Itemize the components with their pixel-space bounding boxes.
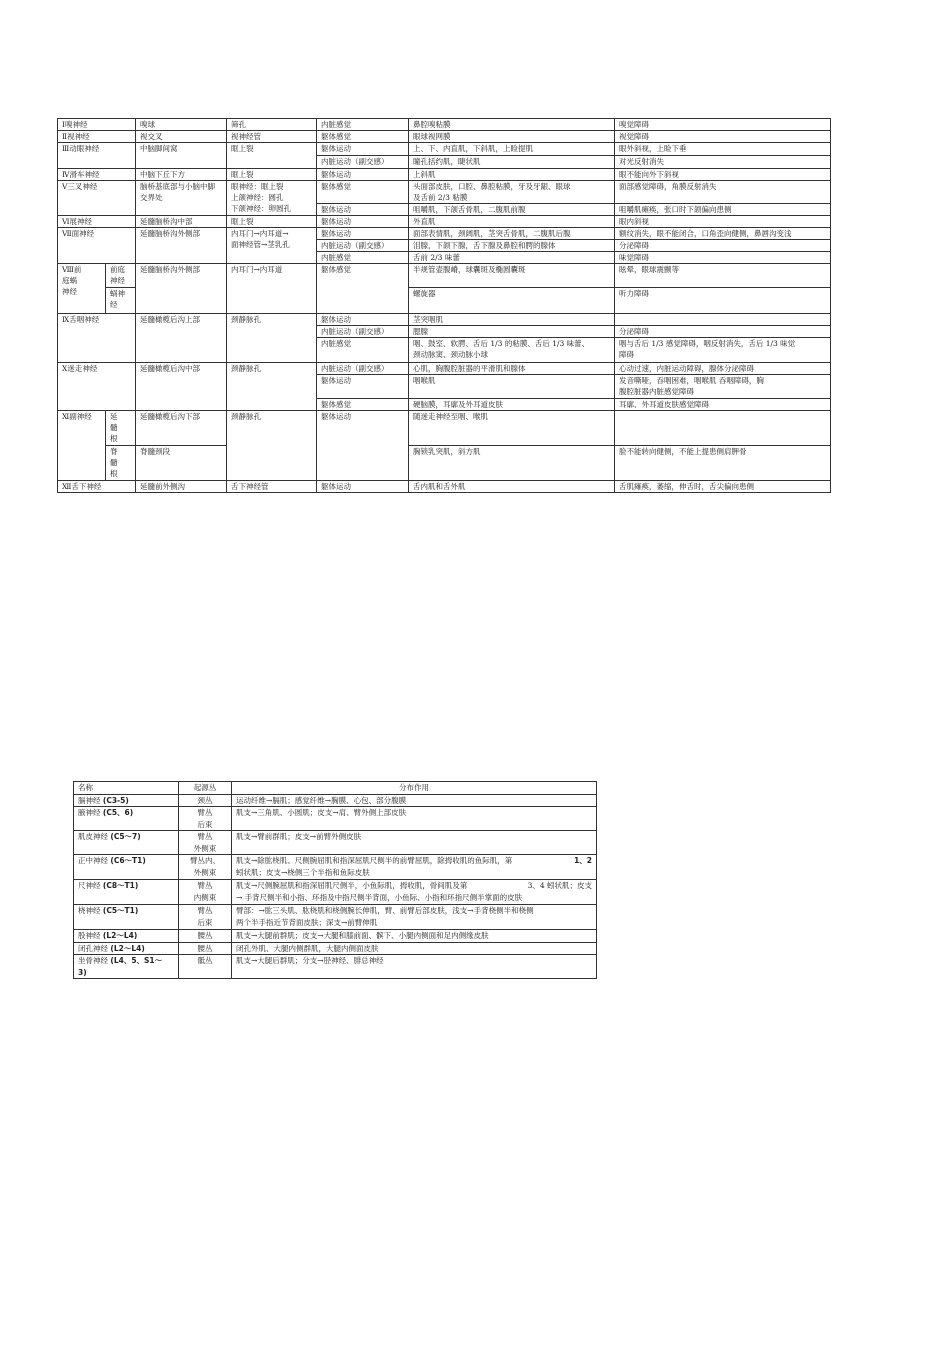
- branch-line: 前庭: [110, 265, 125, 274]
- nerve-origin: 延髓橄榄后沟下部: [136, 411, 227, 446]
- exit-line: 下颌神经：卵圆孔: [231, 204, 291, 213]
- distribution-line: 及舌前 2/3 粘膜: [413, 193, 468, 202]
- nerve-name: Ⅶ面神经: [58, 228, 136, 264]
- plexus-line: 外侧束: [193, 843, 217, 853]
- lesion: [615, 314, 831, 326]
- nerve-exit: 颈静脉孔: [227, 411, 317, 481]
- table-row: [58, 363, 831, 375]
- distribution: 瞳孔括约肌，睫状肌: [409, 156, 615, 169]
- table-row: [58, 216, 831, 228]
- fiber-type: 内脏运动（副交感）: [317, 326, 409, 338]
- segment-text: 3): [78, 967, 87, 977]
- nerve-origin: 嗅球: [136, 119, 227, 131]
- distribution: 运动纤维→膈肌；感觉纤维→胸膜、心包、部分腹膜: [232, 794, 597, 807]
- nerve-name-line: 神经: [62, 287, 77, 296]
- table-row: [74, 880, 597, 905]
- distribution-line: 臂部：→肱三头肌、肱桡肌和桡侧腕长伸肌，臂、前臂后部皮肤，浅支→手背桡侧半和桡侧: [236, 906, 534, 915]
- lesion: 分泌障碍: [615, 326, 831, 338]
- plexus: [179, 831, 232, 855]
- segment-text: (C8～T1): [102, 881, 139, 890]
- table-row: [74, 955, 597, 979]
- branch-line: 根: [110, 434, 118, 443]
- fiber-type: 躯体感觉: [317, 264, 409, 314]
- branch-line: 蜗神: [110, 289, 125, 298]
- fiber-type: 躯体运动: [317, 375, 409, 399]
- lesion-line: 腹腔脏器内脏感觉障碍: [619, 387, 694, 396]
- plexus-line: 内侧束: [193, 892, 217, 902]
- name-text: 桡神经: [78, 906, 101, 915]
- nerve-name: Ⅸ舌咽神经: [58, 314, 136, 363]
- nerve-name: Ⅻ舌下神经: [58, 481, 136, 493]
- name-text: 坐骨神经: [78, 956, 108, 965]
- branch-line: 髓: [110, 423, 118, 432]
- name-text: 腋神经: [78, 808, 101, 817]
- name-text: 尺神经: [78, 881, 101, 890]
- nerve-name-line: Ⅷ前: [62, 265, 82, 274]
- distribution: [232, 905, 597, 930]
- nerve-name: [74, 794, 179, 807]
- nerve-exit: 眶上裂: [227, 169, 317, 181]
- lesion: 眼不能向外下斜视: [615, 169, 831, 181]
- nerve-origin: 延髓脑桥沟中部: [136, 216, 227, 228]
- nerve-branch: [106, 264, 136, 288]
- distribution-line: 两个半手指近节背面皮肤；深支→前臂伸肌: [236, 917, 378, 927]
- nerve-name: [74, 855, 179, 880]
- fiber-type: 内脏运动（副交感）: [317, 156, 409, 169]
- table-row: [74, 942, 597, 955]
- fiber-type: 内脏运动（副交感）: [317, 240, 409, 252]
- nerve-origin: 延髓脑桥沟外侧部: [136, 264, 227, 314]
- lesion: 眼外斜视，上睑下垂: [615, 143, 831, 156]
- fiber-type: 躯体感觉: [317, 181, 409, 204]
- table-row: [58, 314, 831, 326]
- nerve-name: [74, 930, 179, 943]
- distribution: 舌前 2/3 味蕾: [409, 252, 615, 264]
- fiber-type: 躯体运动: [317, 228, 409, 240]
- column-header: 分布作用: [232, 782, 597, 795]
- distribution-line: 咽、鼓室、软腭、舌后 1/3 的粘膜、舌后 1/3 味蕾、: [413, 339, 590, 348]
- distribution-text: 肌支→除肱桡肌、尺侧腕屈肌和指深屈肌尺侧半的前臂屈肌，除拇收肌的鱼际肌，第: [236, 856, 513, 865]
- nerve-name: Ⅵ展神经: [58, 216, 136, 228]
- nerve-exit: 眶上裂: [227, 216, 317, 228]
- nerve-branch: [106, 288, 136, 314]
- fiber-type: 躯体运动: [317, 216, 409, 228]
- plexus: 腰丛: [179, 930, 232, 943]
- plexus-line: 臂丛: [197, 808, 213, 817]
- nerve-name: [74, 807, 179, 831]
- table-row: [74, 831, 597, 855]
- fiber-type: 躯体运动: [317, 143, 409, 156]
- distribution: 上、下、内直肌，下斜肌，上睑提肌: [409, 143, 615, 156]
- distribution: [232, 855, 597, 880]
- plexus: [179, 880, 232, 905]
- distribution: 肌支→三角肌、小圆肌；皮支→肩、臂外侧上部皮肤: [232, 807, 597, 831]
- distribution: 外直肌: [409, 216, 615, 228]
- lesion: 舌肌瘫痪，萎缩，伸舌时，舌尖偏向患侧: [615, 481, 831, 493]
- lesion: 耳廓、外耳道皮肤感觉障碍: [615, 399, 831, 411]
- nerve-name: Ⅺ副神经: [58, 411, 106, 481]
- nerve-origin: 延髓橄榄后沟中部: [136, 363, 227, 411]
- nerve-name: Ⅳ滑车神经: [58, 169, 136, 181]
- distribution-text: 肌支→尺侧腕屈肌和指深屈肌尺侧半，小鱼际肌，拇收肌，骨间肌及第: [236, 881, 468, 890]
- lesion: 眩晕，眼球震颤等: [615, 264, 831, 288]
- distribution: 上斜肌: [409, 169, 615, 181]
- cranial-nerve-table: [57, 118, 831, 493]
- nerve-exit: 颈静脉孔: [227, 363, 317, 411]
- plexus-line: 臂丛内、: [190, 856, 220, 865]
- branch-line: 脊: [110, 447, 118, 456]
- table-row: [74, 855, 597, 880]
- table-row: [58, 131, 831, 143]
- lesion: 脸不能转向健侧，不能上提患侧肩胛骨: [615, 446, 831, 481]
- name-text: 正中神经: [78, 856, 108, 865]
- nerve-name: [74, 831, 179, 855]
- fiber-type: 躯体感觉: [317, 131, 409, 143]
- branch-line: 根: [110, 469, 118, 478]
- column-header: 起源丛: [179, 782, 232, 795]
- name-text: 股神经: [78, 931, 101, 940]
- lesion: [615, 411, 831, 446]
- fiber-type: 内脏感觉: [317, 252, 409, 264]
- distribution: 咽喉肌: [409, 375, 615, 399]
- distribution: 舌内肌和舌外肌: [409, 481, 615, 493]
- nerve-exit: [227, 228, 317, 264]
- segment-text: (L2～L4): [102, 931, 138, 940]
- plexus: 骶丛: [179, 955, 232, 979]
- distribution: 心肌，胸腹腔脏器的平滑肌和腺体: [409, 363, 615, 375]
- exit-line: 上颌神经：圆孔: [231, 193, 284, 202]
- distribution-line: [236, 855, 592, 867]
- plexus: [179, 855, 232, 880]
- lesion: [615, 375, 831, 399]
- nerve-exit: 颈静脉孔: [227, 314, 317, 363]
- fiber-type: 内脏运动（副交感）: [317, 363, 409, 375]
- nerve-name: [74, 942, 179, 955]
- table-row: [74, 905, 597, 930]
- distribution: 半规管壶腹嵴，球囊斑及椭圆囊斑: [409, 264, 615, 288]
- nerve-name: Ⅲ动眼神经: [58, 143, 136, 169]
- table-row: [58, 264, 831, 288]
- segment-text: (L2～L4): [110, 943, 145, 953]
- plexus-line: 后束: [197, 819, 213, 829]
- table-row: [58, 143, 831, 156]
- nerve-name-line: 庭蜗: [62, 276, 77, 285]
- table-row: [58, 169, 831, 181]
- distribution: 腮腺: [409, 326, 615, 338]
- distribution-number: 1、2: [574, 856, 592, 865]
- nerve-exit: 眶上裂: [227, 143, 317, 169]
- nerve-branch: [106, 446, 136, 481]
- segment-text: (C3-5): [102, 795, 129, 805]
- segment-text: (C5、6): [102, 808, 134, 817]
- distribution: 面部表情肌，颈阔肌，茎突舌骨肌，二腹肌后腹: [409, 228, 615, 240]
- distribution: 肌支→臂前群肌；皮支→前臂外侧皮肤: [232, 831, 597, 855]
- exit-line: 内耳门→内耳道→: [231, 229, 289, 238]
- nerve-name: [74, 905, 179, 930]
- fiber-type: 内脏感觉: [317, 119, 409, 131]
- plexus-line: 臂丛: [197, 832, 213, 841]
- nerve-name: [58, 264, 106, 314]
- name-text: 膈神经: [78, 795, 101, 805]
- nerve-name: [74, 955, 179, 979]
- plexus: 颈丛: [179, 794, 232, 807]
- nerve-branch: [106, 411, 136, 446]
- distribution-line: [236, 880, 592, 892]
- nerve-origin: 延髓橄榄后沟上部: [136, 314, 227, 363]
- exit-line: 面神经管→茎乳孔: [231, 240, 290, 249]
- distribution: 胸锁乳突肌，斜方肌: [409, 446, 615, 481]
- distribution-line: 颈动脉窦、颈动脉小球: [413, 350, 488, 359]
- table-row: [58, 446, 831, 481]
- distribution: [232, 880, 597, 905]
- table-row: [58, 411, 831, 446]
- segment-text: (L4、5、S1～: [110, 956, 163, 965]
- fiber-type: 内脏感觉: [317, 338, 409, 363]
- name-text: 闭孔神经: [78, 943, 108, 953]
- lesion: 视觉障碍: [615, 131, 831, 143]
- distribution-line: 头面部皮肤，口腔、鼻腔粘膜，牙及牙龈、眼球: [413, 182, 571, 191]
- table-row: [74, 807, 597, 831]
- plexus-line: 臂丛: [197, 906, 213, 915]
- segment-text: (C6～T1): [110, 856, 146, 865]
- fiber-type: 躯体运动: [317, 204, 409, 216]
- distribution-line: → 手背尺侧半和小指、环指及中指尺侧半背面，小鱼际、小指和环指尺侧半掌面的皮肤: [236, 892, 523, 902]
- lesion: 额纹消失，眼不能闭合，口角歪向健侧，鼻唇沟变浅: [615, 228, 831, 240]
- branch-line: 髓: [110, 458, 118, 467]
- distribution: 鼻腔嗅粘膜: [409, 119, 615, 131]
- nerve-origin: 延髓前外侧沟: [136, 481, 227, 493]
- nerve-exit: 筛孔: [227, 119, 317, 131]
- distribution-line: 蚓状肌；皮支→桡侧三个半指和鱼际皮肤: [236, 867, 370, 877]
- plexus-line: 臂丛: [197, 881, 213, 890]
- nerve-exit: 舌下神经管: [227, 481, 317, 493]
- lesion: 对光反射消失: [615, 156, 831, 169]
- distribution: 螺旋器: [409, 288, 615, 314]
- nerve-origin: 中脑脚间窝: [136, 143, 227, 169]
- distribution: 随迷走神经至咽、喉肌: [409, 411, 615, 446]
- name-line: [78, 955, 174, 967]
- distribution: 茎突咽肌: [409, 314, 615, 326]
- fiber-type: 躯体运动: [317, 411, 409, 481]
- fiber-type: 躯体运动: [317, 314, 409, 326]
- distribution: [409, 338, 615, 363]
- lesion: 嗅觉障碍: [615, 119, 831, 131]
- nerve-name: Ⅱ视神经: [58, 131, 136, 143]
- nerve-origin: 脑桥基底部与小脑中脚交界处: [136, 181, 227, 216]
- exit-line: 眼神经：眶上裂: [231, 182, 284, 191]
- fiber-type: 躯体运动: [317, 169, 409, 181]
- spinal-nerve-table: [73, 781, 597, 979]
- plexus: [179, 807, 232, 831]
- lesion: 心动过速，内脏运动障碍，腺体分泌障碍: [615, 363, 831, 375]
- table-row: [74, 794, 597, 807]
- lesion: 分泌障碍: [615, 240, 831, 252]
- nerve-name: Ⅴ三叉神经: [58, 181, 136, 216]
- table-row: [58, 481, 831, 493]
- nerve-name: Ⅰ嗅神经: [58, 119, 136, 131]
- lesion-line: 障碍: [619, 350, 634, 359]
- distribution: 咀嚼肌，下颌舌骨肌，二腹肌前腹: [409, 204, 615, 216]
- distribution-number: 3、4 蚓状肌；皮支: [527, 881, 592, 890]
- name-text: 肌皮神经: [78, 832, 108, 841]
- distribution: 肌支→大腿前群肌；皮支→大腿和膝前面、髌下、小腿内侧面和足内侧缘皮肤: [232, 930, 597, 943]
- lesion: 咀嚼肌瘫痪，张口时下颌偏向患侧: [615, 204, 831, 216]
- lesion: 眼内斜视: [615, 216, 831, 228]
- distribution: 闭孔外肌、大腿内侧群肌，大腿内侧面皮肤: [232, 942, 597, 955]
- distribution: 眼球视网膜: [409, 131, 615, 143]
- lesion: [615, 338, 831, 363]
- nerve-origin: 脊髓颈段: [136, 446, 227, 481]
- segment-text: (C5～7): [110, 832, 141, 841]
- branch-line: 延: [110, 412, 118, 421]
- nerve-exit: [227, 181, 317, 216]
- nerve-origin: 中脑下丘下方: [136, 169, 227, 181]
- lesion: 味觉障碍: [615, 252, 831, 264]
- distribution: [409, 181, 615, 204]
- plexus-line: 外侧束: [193, 867, 217, 877]
- segment-text: (C5～T1): [102, 906, 139, 915]
- fiber-type: 躯体运动: [317, 481, 409, 493]
- plexus: [179, 905, 232, 930]
- nerve-name: [74, 880, 179, 905]
- table-header-row: [74, 782, 597, 795]
- table-row: [58, 228, 831, 240]
- distribution: 泪腺，下颌下腺，舌下腺及鼻腔和腭的腺体: [409, 240, 615, 252]
- table-row: [58, 181, 831, 204]
- branch-line: 经: [110, 300, 118, 309]
- nerve-origin: 延髓脑桥沟外侧部: [136, 228, 227, 264]
- lesion-line: 咽与舌后 1/3 感觉障碍，咽反射消失，舌后 1/3 味觉: [619, 339, 796, 348]
- distribution: 肌支→大腿后群肌；分支→胫神经、腓总神经: [232, 955, 597, 979]
- table-row: [74, 930, 597, 943]
- lesion: 听力障碍: [615, 288, 831, 314]
- nerve-exit: 视神经管: [227, 131, 317, 143]
- column-header: 名称: [74, 782, 179, 795]
- nerve-exit: 内耳门→内耳道: [227, 264, 317, 314]
- plexus: 腰丛: [179, 942, 232, 955]
- nerve-name: Ⅹ迷走神经: [58, 363, 136, 411]
- fiber-type: 躯体感觉: [317, 399, 409, 411]
- distribution: 硬脑膜，耳廓及外耳道皮肤: [409, 399, 615, 411]
- branch-line: 神经: [110, 276, 125, 285]
- table-row: [58, 119, 831, 131]
- lesion: 面部感觉障碍，角膜反射消失: [615, 181, 831, 204]
- nerve-origin: 视交叉: [136, 131, 227, 143]
- plexus-line: 后束: [197, 917, 213, 927]
- lesion-line: 发音嘶哑，吞咽困难，咽喉肌 吞咽障碍，胸: [619, 376, 764, 385]
